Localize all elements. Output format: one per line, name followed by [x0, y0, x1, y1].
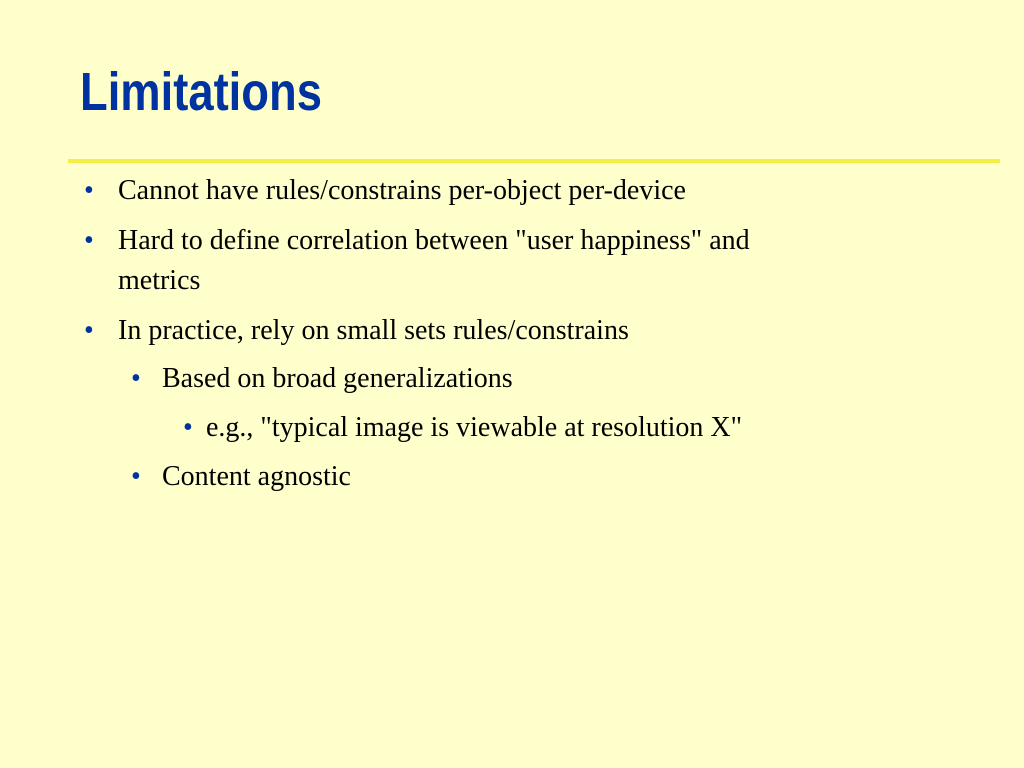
bullet-text: e.g., "typical image is viewable at resolution X"	[206, 412, 743, 443]
bullet-icon: •	[84, 225, 94, 256]
bullet-text: Content agnostic	[162, 461, 351, 492]
slide-title: Limitations	[80, 62, 322, 122]
bullet-text-continuation: metrics	[118, 265, 201, 296]
bullet-icon: •	[131, 363, 141, 394]
bullet-text: Cannot have rules/constrains per-object per-device	[118, 175, 686, 206]
bullet-text: Based on broad generalizations	[162, 363, 513, 394]
bullet-icon: •	[84, 175, 94, 206]
bullet-icon: •	[131, 461, 141, 492]
bullet-text: In practice, rely on small sets rules/constrains	[118, 315, 629, 346]
bullet-text: Hard to define correlation between "user happiness" and	[118, 225, 750, 256]
bullet-icon: •	[84, 315, 94, 346]
bullet-icon: •	[183, 412, 193, 443]
